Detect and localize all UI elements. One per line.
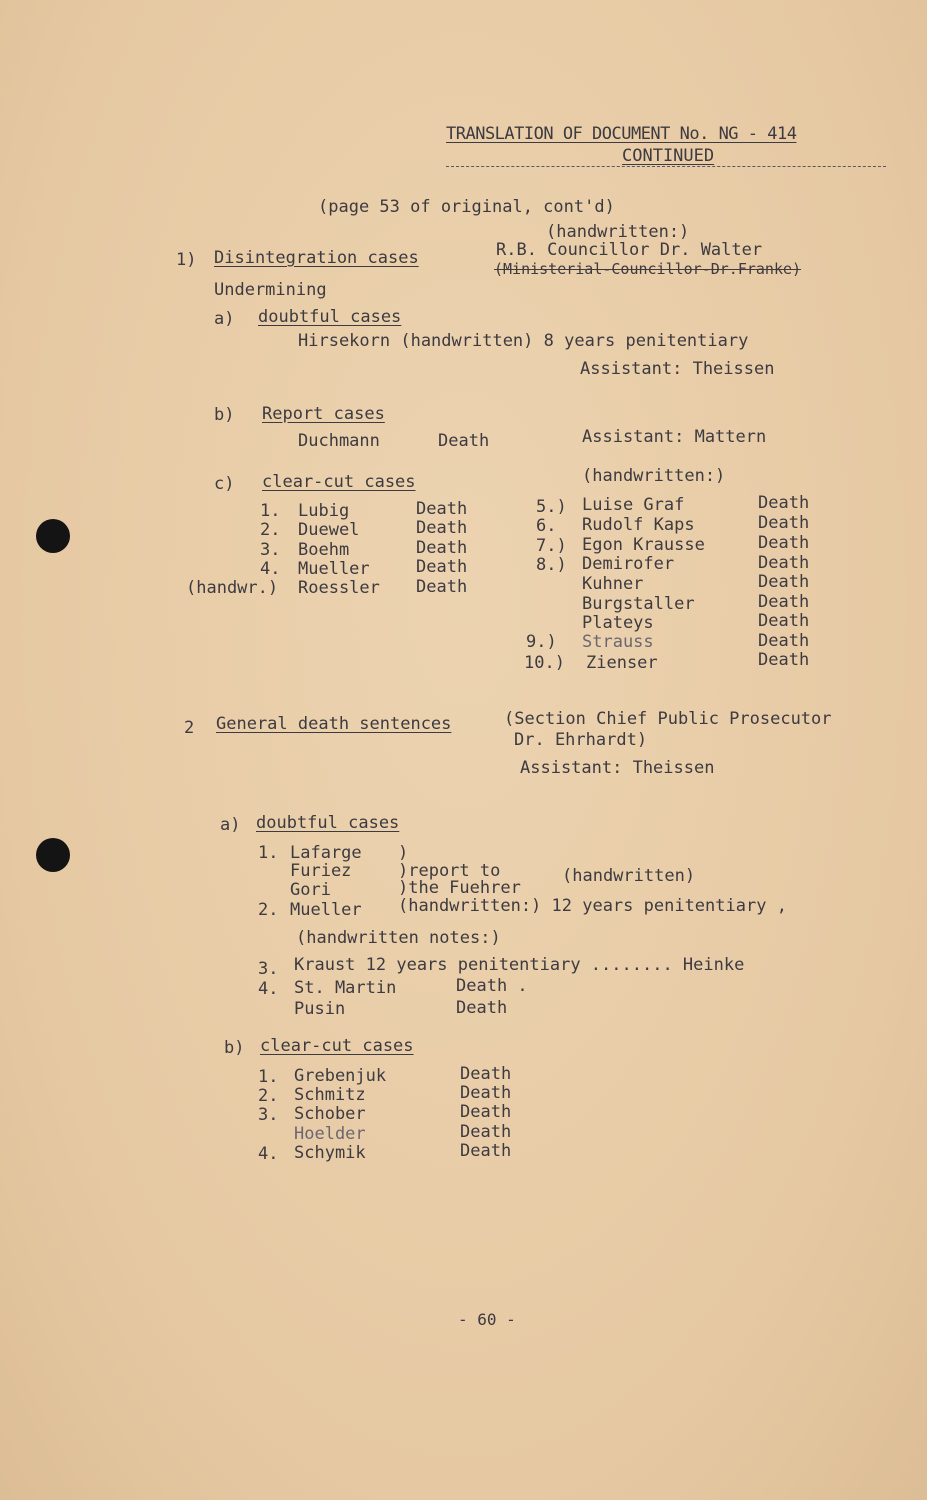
list-item-name: Rudolf Kaps (582, 515, 695, 535)
s2b-label: clear-cut cases (260, 1036, 414, 1056)
list-item-num: 2. (258, 1086, 279, 1106)
document-title: TRANSLATION OF DOCUMENT No. NG - 414 (446, 124, 797, 144)
list-item-name: Grebenjuk (294, 1066, 387, 1086)
s1b-name: Duchmann (298, 431, 380, 451)
list-item-num: 5.) (536, 497, 567, 517)
list-item-verdict: Death (456, 998, 508, 1018)
punch-hole-top (36, 519, 70, 553)
section2-marker: 2 (184, 718, 195, 738)
list-item-num: 2. (258, 900, 279, 920)
s1c-handwritten: (handwritten:) (582, 466, 726, 486)
list-item-name: Lafarge (290, 843, 362, 863)
list-item-verdict: Death (758, 631, 810, 651)
list-item-verdict: Death (758, 650, 810, 670)
list-item-name: Mueller (290, 900, 362, 920)
list-item-num: 1. (258, 1067, 279, 1087)
s2a-notes-label: (handwritten notes:) (296, 928, 501, 948)
list-item-verdict: Death (416, 577, 468, 597)
s2a-note-text: Kraust 12 years penitentiary ........ Heinke (294, 955, 745, 975)
list-item-verdict: Death (758, 553, 810, 573)
section1-subheading: Undermining (214, 280, 327, 300)
list-item-name: Duewel (298, 520, 360, 540)
list-item-num: 3. (260, 540, 281, 560)
list-item-verdict: Death (460, 1102, 512, 1122)
list-item-num: 9.) (526, 632, 557, 652)
list-item-name: Boehm (298, 540, 350, 560)
list-item-num: 8.) (536, 555, 567, 575)
list-item-name: Lubig (298, 501, 350, 521)
section1-struck-councillor: (Ministerial-Councillor-Dr.Franke) (494, 260, 802, 278)
list-item-name: Luise Graf (582, 495, 685, 515)
section1-heading: Disintegration cases (214, 248, 419, 268)
list-item-verdict: Death (460, 1083, 512, 1103)
continued-label: CONTINUED (622, 146, 715, 166)
list-item-name: Demirofer (582, 554, 675, 574)
page-number: - 60 - (458, 1310, 516, 1329)
list-item-verdict: Death (758, 592, 810, 612)
s1b-assistant: Assistant: Mattern (582, 427, 767, 447)
s2a-mueller-text: (handwritten:) 12 years penitentiary , (398, 896, 787, 916)
list-item-bracket: )the Fuehrer (398, 878, 521, 898)
list-item-name: Hoelder (294, 1124, 366, 1144)
list-item-verdict: Death (460, 1141, 512, 1161)
list-item-verdict: Death (460, 1122, 512, 1142)
list-item-name: Gori (290, 880, 331, 900)
list-item-num: 6. (536, 516, 557, 536)
list-item-name: Furiez (290, 861, 352, 881)
list-item-num: (handwr.) (186, 578, 279, 598)
list-item-name: Strauss (582, 632, 654, 652)
list-item-verdict: Death (758, 493, 810, 513)
section1-marker: 1) (176, 250, 197, 270)
list-item-verdict: Death (758, 533, 810, 553)
header-rule (446, 166, 886, 167)
list-item-bracket: )report to (398, 861, 501, 881)
s1b-label: Report cases (262, 404, 385, 424)
list-item-num: 7.) (536, 536, 567, 556)
list-item-name: Kuhner (582, 574, 644, 594)
list-item-name: Schymik (294, 1143, 366, 1163)
list-item-name: Egon Krausse (582, 535, 705, 555)
list-item-num: 1. (258, 843, 279, 863)
section2-assistant: Assistant: Theissen (520, 758, 715, 778)
list-item-num: 4. (260, 559, 281, 579)
s1a-marker: a) (214, 309, 235, 329)
list-item-name: Zienser (586, 653, 658, 673)
list-item-verdict: Death (416, 518, 468, 538)
s1b-marker: b) (214, 405, 235, 425)
list-item-name: Pusin (294, 999, 346, 1019)
list-item-verdict: Death (416, 538, 468, 558)
s1c-marker: c) (214, 474, 235, 494)
s2a-marker: a) (220, 815, 241, 835)
list-item-name: Plateys (582, 613, 654, 633)
list-item-verdict: Death . (456, 976, 528, 996)
list-item-verdict: Death (758, 572, 810, 592)
s1a-label: doubtful cases (258, 307, 402, 327)
list-item-verdict: Death (416, 557, 468, 577)
s1a-entry: Hirsekorn (handwritten) 8 years penitentiary (298, 331, 749, 351)
list-item-num: 10.) (524, 653, 565, 673)
list-item-name: St. Martin (294, 978, 397, 998)
section2-heading: General death sentences (216, 714, 452, 734)
s1c-label: clear-cut cases (262, 472, 416, 492)
list-item-name: Schmitz (294, 1085, 366, 1105)
list-item-name: Mueller (298, 559, 370, 579)
s1a-assistant: Assistant: Theissen (580, 359, 775, 379)
section2-prosecutor-line2: Dr. Ehrhardt) (514, 730, 648, 750)
list-item-bracket: ) (398, 843, 409, 863)
handwritten-note: (handwritten:) (546, 222, 690, 242)
page-reference: (page 53 of original, cont'd) (318, 197, 615, 217)
s2a-label: doubtful cases (256, 813, 400, 833)
list-item-num: 2. (260, 520, 281, 540)
list-item-num: 4. (258, 979, 279, 999)
list-item-name: Roessler (298, 578, 380, 598)
list-item-num: 3. (258, 1105, 279, 1125)
s2a-handwritten: (handwritten) (562, 866, 696, 886)
punch-hole-bottom (36, 838, 70, 872)
list-item-name: Burgstaller (582, 594, 695, 614)
list-item-verdict: Death (758, 513, 810, 533)
list-item-verdict: Death (758, 611, 810, 631)
list-item-num: 1. (260, 501, 281, 521)
s2b-marker: b) (224, 1038, 245, 1058)
list-item-num: 4. (258, 1144, 279, 1164)
section2-prosecutor-line1: (Section Chief Public Prosecutor (504, 709, 832, 729)
list-item-verdict: Death (460, 1064, 512, 1084)
list-item-num: 3. (258, 959, 279, 979)
list-item-verdict: Death (416, 499, 468, 519)
list-item-name: Schober (294, 1104, 366, 1124)
section1-councillor: R.B. Councillor Dr. Walter (496, 240, 763, 260)
s1b-verdict: Death (438, 431, 490, 451)
